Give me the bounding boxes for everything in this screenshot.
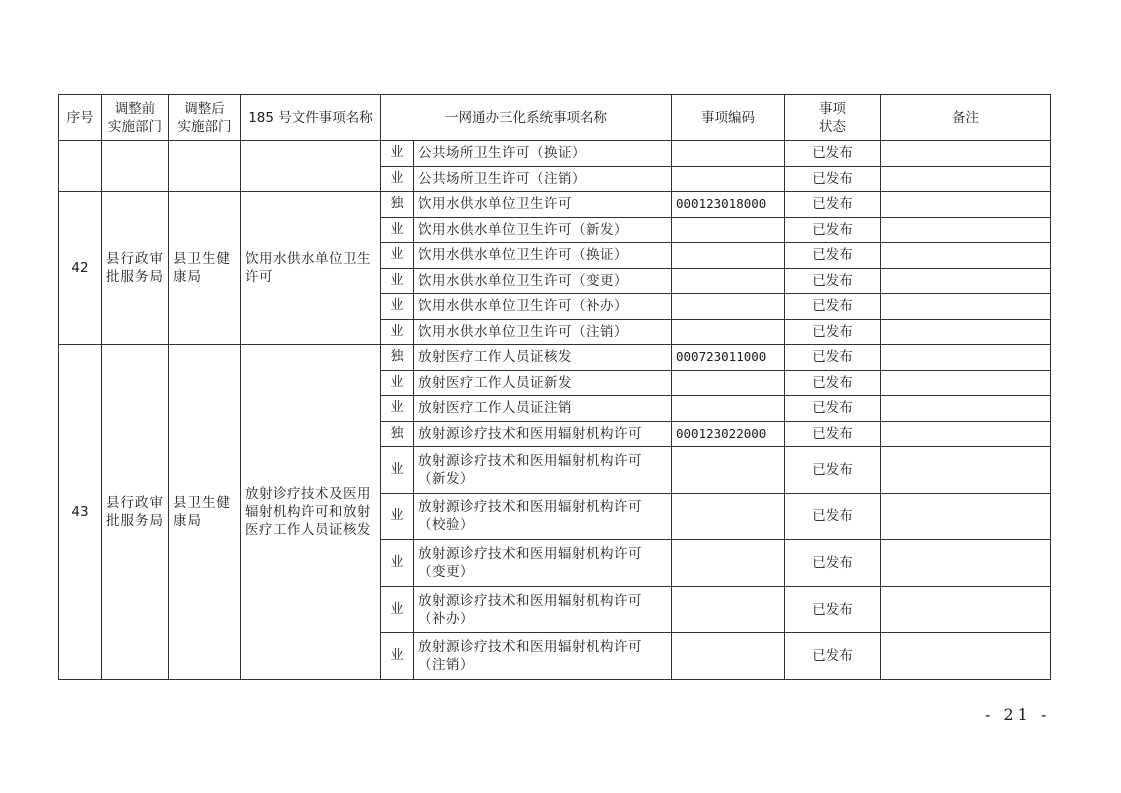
dept-after-cell: 县卫生健康局: [169, 192, 241, 345]
dept-before-cell: 县行政审批服务局: [102, 345, 169, 680]
item-code: [672, 319, 785, 345]
header-status: 事项 状态: [785, 95, 881, 141]
type-tag: 业: [381, 370, 414, 396]
table-row: [59, 192, 1051, 218]
file-name-cell: 放射诊疗技术及医用辐射机构许可和放射医疗工作人员证核发: [241, 345, 381, 680]
item-code: [672, 268, 785, 294]
remark-cell: [881, 586, 1051, 633]
remark-cell: [881, 217, 1051, 243]
seq-cell: 43: [59, 345, 102, 680]
system-item-name: 放射医疗工作人员证新发: [414, 370, 672, 396]
header-seq: 序号: [59, 95, 102, 141]
system-item-name: 公共场所卫生许可（注销）: [414, 166, 672, 192]
item-code: [672, 633, 785, 680]
system-item-name: 饮用水供水单位卫生许可（变更）: [414, 268, 672, 294]
seq-cell: 42: [59, 192, 102, 345]
type-tag: 业: [381, 141, 414, 167]
remark-cell: [881, 268, 1051, 294]
header-row: [59, 95, 1051, 141]
status-cell: 已发布: [785, 493, 881, 540]
system-item-name: 放射源诊疗技术和医用辐射机构许可（注销）: [414, 633, 672, 680]
remark-cell: [881, 192, 1051, 218]
file-name-cell: [241, 141, 381, 192]
status-cell: 已发布: [785, 586, 881, 633]
type-tag: 业: [381, 447, 414, 494]
type-tag: 业: [381, 396, 414, 422]
remark-cell: [881, 633, 1051, 680]
header-file-name: 185 号文件事项名称: [241, 95, 381, 141]
remark-cell: [881, 319, 1051, 345]
type-tag: 业: [381, 243, 414, 269]
item-code: [672, 141, 785, 167]
header-remark: 备注: [881, 95, 1051, 141]
remark-cell: [881, 294, 1051, 320]
type-tag: 业: [381, 633, 414, 680]
item-code: [672, 370, 785, 396]
type-tag: 业: [381, 217, 414, 243]
remark-cell: [881, 421, 1051, 447]
type-tag: 业: [381, 540, 414, 587]
system-item-name: 放射医疗工作人员证注销: [414, 396, 672, 422]
remark-cell: [881, 345, 1051, 371]
header-dept-after: 调整后 实施部门: [169, 95, 241, 141]
status-cell: 已发布: [785, 319, 881, 345]
dept-after-cell: [169, 141, 241, 192]
type-tag: 独: [381, 421, 414, 447]
system-item-name: 放射源诊疗技术和医用辐射机构许可（变更）: [414, 540, 672, 587]
page-number: - 21 -: [985, 705, 1051, 724]
table-row: [59, 141, 1051, 167]
type-tag: 独: [381, 192, 414, 218]
item-code: [672, 166, 785, 192]
type-tag: 业: [381, 166, 414, 192]
system-item-name: 饮用水供水单位卫生许可（换证）: [414, 243, 672, 269]
status-cell: 已发布: [785, 217, 881, 243]
system-item-name: 放射源诊疗技术和医用辐射机构许可（补办）: [414, 586, 672, 633]
remark-cell: [881, 370, 1051, 396]
item-code: [672, 586, 785, 633]
file-name-cell: 饮用水供水单位卫生许可: [241, 192, 381, 345]
item-code: [672, 540, 785, 587]
item-code: [672, 294, 785, 320]
remark-cell: [881, 166, 1051, 192]
status-cell: 已发布: [785, 345, 881, 371]
status-cell: 已发布: [785, 396, 881, 422]
dept-before-cell: [102, 141, 169, 192]
item-code: [672, 447, 785, 494]
status-cell: 已发布: [785, 166, 881, 192]
item-code: 000723011000: [672, 345, 785, 371]
type-tag: 业: [381, 493, 414, 540]
items-table: [58, 94, 1051, 680]
header-system-name: 一网通办三化系统事项名称: [381, 95, 672, 141]
type-tag: 业: [381, 294, 414, 320]
remark-cell: [881, 141, 1051, 167]
system-item-name: 饮用水供水单位卫生许可（补办）: [414, 294, 672, 320]
status-cell: 已发布: [785, 268, 881, 294]
item-code: [672, 243, 785, 269]
dept-before-cell: 县行政审批服务局: [102, 192, 169, 345]
system-item-name: 放射源诊疗技术和医用辐射机构许可（校验）: [414, 493, 672, 540]
item-code: 000123018000: [672, 192, 785, 218]
seq-cell: [59, 141, 102, 192]
status-cell: 已发布: [785, 633, 881, 680]
remark-cell: [881, 243, 1051, 269]
system-item-name: 放射源诊疗技术和医用辐射机构许可（新发）: [414, 447, 672, 494]
remark-cell: [881, 493, 1051, 540]
type-tag: 独: [381, 345, 414, 371]
header-dept-before: 调整前 实施部门: [102, 95, 169, 141]
status-cell: 已发布: [785, 243, 881, 269]
status-cell: 已发布: [785, 294, 881, 320]
item-code: [672, 493, 785, 540]
status-cell: 已发布: [785, 447, 881, 494]
status-cell: 已发布: [785, 540, 881, 587]
type-tag: 业: [381, 319, 414, 345]
table-row: [59, 345, 1051, 371]
item-code: [672, 217, 785, 243]
status-cell: 已发布: [785, 370, 881, 396]
type-tag: 业: [381, 586, 414, 633]
item-code: [672, 396, 785, 422]
remark-cell: [881, 396, 1051, 422]
header-code: 事项编码: [672, 95, 785, 141]
system-item-name: 放射医疗工作人员证核发: [414, 345, 672, 371]
item-code: 000123022000: [672, 421, 785, 447]
dept-after-cell: 县卫生健康局: [169, 345, 241, 680]
remark-cell: [881, 540, 1051, 587]
type-tag: 业: [381, 268, 414, 294]
system-item-name: 饮用水供水单位卫生许可（注销）: [414, 319, 672, 345]
system-item-name: 公共场所卫生许可（换证）: [414, 141, 672, 167]
status-cell: 已发布: [785, 192, 881, 218]
remark-cell: [881, 447, 1051, 494]
status-cell: 已发布: [785, 141, 881, 167]
system-item-name: 饮用水供水单位卫生许可: [414, 192, 672, 218]
system-item-name: 放射源诊疗技术和医用辐射机构许可: [414, 421, 672, 447]
system-item-name: 饮用水供水单位卫生许可（新发）: [414, 217, 672, 243]
status-cell: 已发布: [785, 421, 881, 447]
